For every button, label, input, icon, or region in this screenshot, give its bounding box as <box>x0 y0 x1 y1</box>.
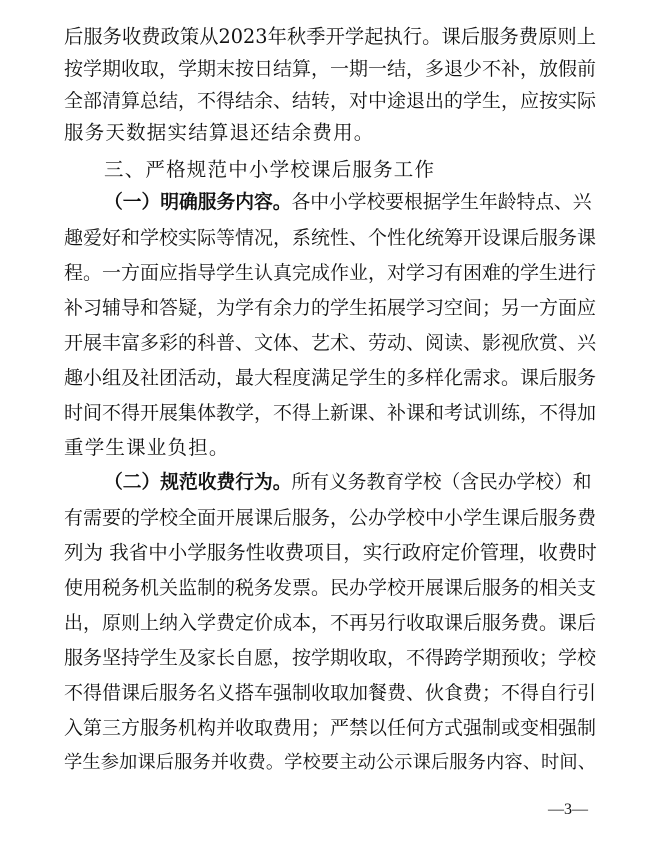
paragraph-line: 时间不得开展集体教学，不得上新课、补课和考试训练，不得加 <box>64 402 597 424</box>
paragraph-line: 重学生课业负担。 <box>64 436 230 459</box>
paragraph-line: 入第三方服务机构并收取费用；严禁以任何方式强制或变相强制 <box>64 717 597 739</box>
paragraph-line: 不得借课后服务名义搭车强制收取加餐费、伙食费；不得自行引 <box>64 682 597 704</box>
paragraph-line: 列为 我省中小学服务性收费项目，实行政府定价管理，收费时 <box>64 541 597 564</box>
paragraph-line <box>104 191 596 215</box>
paragraph-line: 服务坚持学生及家长自愿，按学期收取，不得跨学期预收；学校 <box>64 647 597 669</box>
section-heading: 三、严格规范中小学校课后服务工作 <box>104 158 436 181</box>
paragraph-line: 使用税务机关监制的税务发票。民办学校开展课后服务的相关支 <box>64 577 597 599</box>
paragraph-line: 按学期收取，学期末按日结算，一期一结，多退少不补，放假前 <box>64 58 597 80</box>
paragraph-line: 服务天数据实结算退还结余费用。 <box>64 121 375 144</box>
paragraph-text: 各中小学校要根据学生年龄特点、兴 <box>291 192 592 213</box>
paragraph-line: 趣爱好和学校实际等情况，系统性、个性化统筹开设课后服务课 <box>64 227 597 249</box>
page-number: —3— <box>548 801 588 818</box>
paragraph-line: 趣小组及社团活动，最大程度满足学生的多样化需求。课后服务 <box>64 367 597 389</box>
paragraph-line: 全部清算总结，不得结余、结转，对中途退出的学生，应按实际 <box>64 90 597 112</box>
paragraph-line: 出，原则上纳入学费定价成本，不再另行收取课后服务费。课后 <box>64 612 597 634</box>
paragraph-line: 补习辅导和答疑，为学有余力的学生拓展学习空间；另一方面应 <box>64 297 597 319</box>
paragraph-line <box>104 471 596 495</box>
subsection-heading: （一）明确服务内容。 <box>104 192 292 213</box>
paragraph-line: 学生参加课后服务并收费。学校要主动公示课后服务内容、时间、 <box>64 752 596 773</box>
paragraph-line: 程。一方面应指导学生认真完成作业，对学习有困难的学生进行 <box>64 262 597 284</box>
paragraph-line: 后服务收费政策从2023年秋季开学起执行。课后服务费原则上 <box>64 25 596 48</box>
paragraph-line: 开展丰富多彩的科普、文体、艺术、劳动、阅读、影视欣赏、兴 <box>64 332 597 354</box>
paragraph-text: 所有义务教育学校（含民办学校）和 <box>291 472 592 493</box>
subsection-heading: （二）规范收费行为。 <box>104 472 292 493</box>
paragraph-line: 有需要的学校全面开展课后服务，公办学校中小学生课后服务费 <box>64 507 597 529</box>
